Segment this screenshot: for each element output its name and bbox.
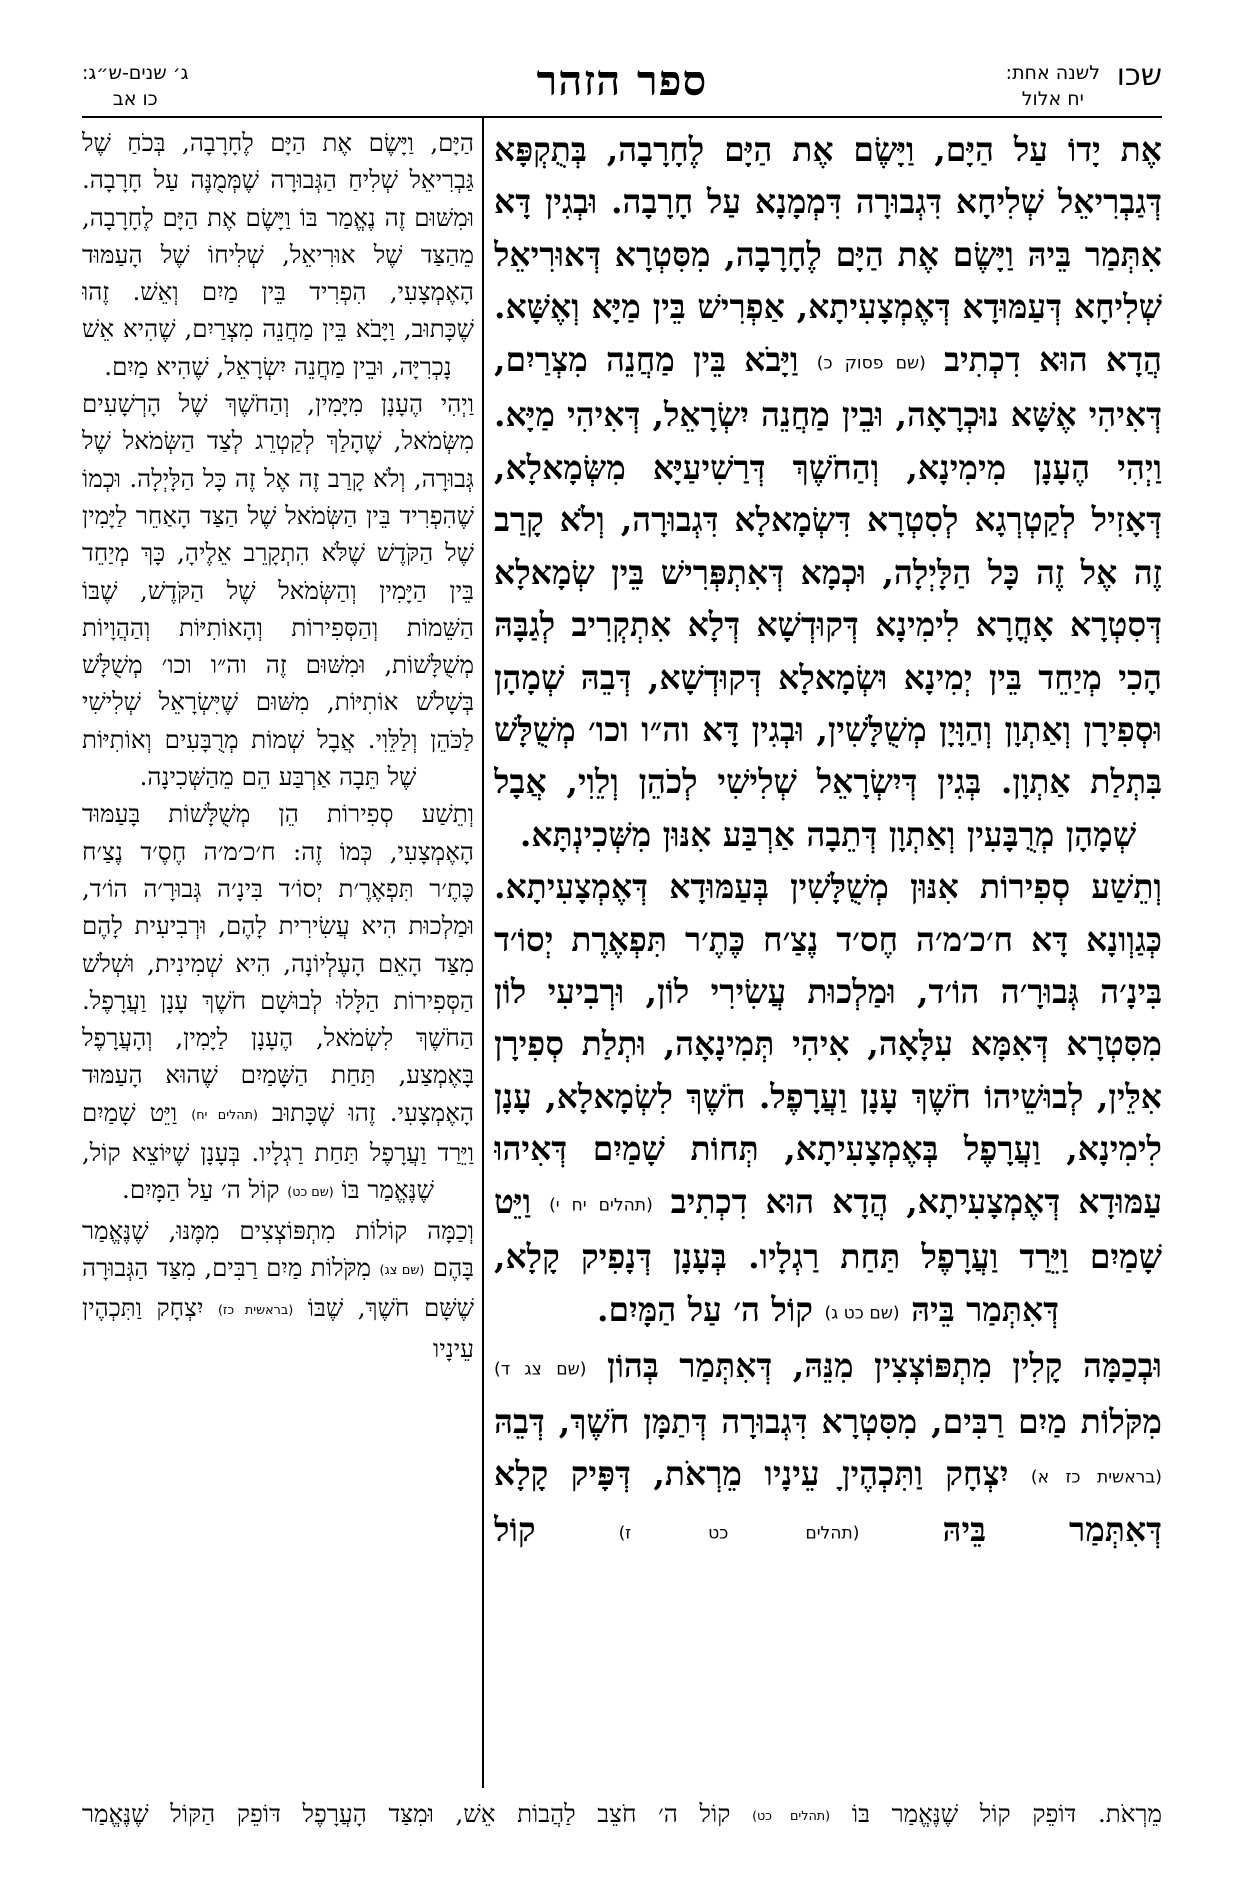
header-rule [82, 116, 1162, 118]
zohar-text: וְתֵשַׁע סְפִירוֹת אִנּוּן מְשֻׁלָּשִׁין בְּעַמּוּדָא דְּאֶמְצָעִיתָא. כְּגַוְונָא דָּא ח׳כ׳מ׳ה חֶס׳ד נֶצַ׳ח כֶּתֶ׳ר תִּפְאֶרֶת יְסוֹ׳ד בִּינָ׳ה גְּבוּרָ׳ה הוֹ׳ד, וּמַלְכוּת עֲשִׂירִי לוֹן, וּרְבִיעִי לוֹן מִסִּטְרָא דְּאִמָּא עִלָּאָה, אִיהִי תְּמִינָאָה, וּתְלַת סְפִירָן אִלֵּין, לְבוּשֵׁיהוֹ חֹשֶׁךְ עָנָן וַעֲרָפֶל. חֹשֶׁךְ לִשְׂמָאלָא, עָנָן לִימִינָא, וַעֲרָפֶל בְּאֶמְצָעִיתָא, תְּחוֹת שָׁמַיִם דְּאִיהוּ עַמּוּדָא דְּאֶמְצָעִיתָא, הֲדָא הוּא דִכְתִיב [494, 867, 1162, 1221]
commentary-text: יִצְחָק וַתִּכְהֶיןָ עֵינָיו [82, 1293, 474, 1363]
zohar-text: אֶת יָדוֹ עַל הַיָּם, וַיָּשֶׂם אֶת הַיָּם לֶחָרָבָה, בְּתֻקְפָּא דְּגַבְרִיאֵל שְׁלִיחָא דִּגְבוּרָה דִּמְמָנָא עַל חָרָבָה. וּבְגִין דָּא אִתְּמַר בֵּיהּ וַיָּשֶׂם אֶת הַיָּם לֶחָרָבָה, מִסִּטְרָא דְּאוּרִיאֵל שְׁלִיחָא דְּעַמּוּדָא דְּאֶמְצָעִיתָא, אַפְרִישׁ בֵּין מַיָּא וְאֶשָּׁא. הֲדָא הוּא דִכְתִיב [494, 130, 1162, 379]
verse-reference: (בראשית כז א) [1030, 1467, 1162, 1488]
commentary-column [82, 124, 474, 1788]
commentary-paragraph [82, 1212, 474, 1367]
zohar-text: קוֹל ה׳ עַל הַמָּיִם. [596, 1289, 813, 1329]
zohar-paragraph [494, 124, 1162, 442]
zohar-paragraph [494, 861, 1162, 1340]
verse-reference: (שם פסוק כ) [816, 353, 926, 374]
verse-reference: (שם כט) [287, 1185, 334, 1201]
verse-reference: (שם צג ד) [494, 1359, 587, 1380]
commentary-text: מֵרְאֹת. דּוֹפֵק קוֹל שֶׁנֶּאֱמַר בּוֹ [851, 1799, 1162, 1828]
verse-reference: (שם צג) [379, 1263, 425, 1279]
schedule-three-years-label: ג׳ שנים-ש״ג: [82, 62, 189, 84]
schedule-year-date: יח אלול [1021, 88, 1084, 110]
commentary-paragraph [82, 795, 474, 1211]
commentary-paragraph [82, 385, 474, 795]
schedule-three-years-date: כו אב [112, 88, 158, 110]
verse-reference: (תהלים יח) [191, 1107, 258, 1123]
verse-reference: (תהלים כט) [752, 1809, 831, 1825]
commentary-continuation-line [82, 1794, 1162, 1838]
page-number: שכו [1116, 58, 1162, 93]
zohar-text: קוֹל [494, 1509, 536, 1549]
commentary-paragraph [82, 124, 474, 385]
reading-schedule-three-years [82, 60, 189, 112]
zohar-text: וַיֵּט שָׁמַיִם וַיֵּרַד וַעֲרָפֶל תַּחַת רַגְלָיו. בְּעָנָן דְּנָפִיק קָלָא, דְּאִתְּמַר בֵּיהּ [494, 1181, 1162, 1329]
zohar-paragraph [494, 1340, 1162, 1560]
commentary-text: הַיָּם, וַיָּשֶׂם אֶת הַיָּם לֶחָרָבָה, בְּכֹחַ שֶׁל גַּבְרִיאֵל שְׁלִיחַ הַגְּבוּרָה שֶׁמְּמֻנֶּה עַל חָרָבָה. וּמִשּׁוּם זֶה נֶאֱמַר בּוֹ וַיָּשֶׂם אֶת הַיָּם לֶחָרָבָה, מֵהַצַּד שֶׁל אוּרִיאֵל, שְׁלִיחוֹ שֶׁל הָעַמּוּד הָאֶמְצָעִי, הִפְרִיד בֵּין מַיִם וְאֵשׁ. זֶהוּ שֶׁכָּתוּב, וַיָּבֹא בֵּין מַחֲנֵה מִצְרַיִם, שֶׁהִיא אֵשׁ נָכְרִיָּה, וּבֵין מַחֲנֵה יִשְׂרָאֵל, שֶׁהִיא מַיִם. [82, 128, 474, 381]
verse-reference: (בראשית כז) [217, 1303, 294, 1319]
commentary-text: וַיֵּט שָׁמַיִם וַיֵּרַד וַעֲרָפֶל תַּחַת רַגְלָיו. בְּעָנָן שֶׁיּוֹצֵא קוֹל, שֶׁנֶּאֱמַר בּוֹ [82, 1097, 474, 1205]
commentary-text: וְכַמָּה קוֹלוֹת מִתְפּוֹצְצִים מִמֶּנּוּ, שֶׁנֶּאֱמַר בָּהֶם [82, 1215, 474, 1283]
zohar-text: וּבְכַמָּה קָלִין מִתְפּוֹצְצִין מִנֵּהּ, דְּאִתְּמַר בְּהוֹן [607, 1345, 1162, 1385]
page-header [82, 56, 1162, 118]
zohar-paragraph [494, 442, 1162, 861]
verse-reference: (תהלים כט ז) [618, 1523, 860, 1544]
commentary-text: וְתֵשַׁע סְפִירוֹת הֵן מְשֻׁלָּשׁוֹת בָּעַמּוּד הָאֶמְצָעִי, כְּמוֹ זֶה: ח׳כ׳מ׳ה חֶסֶ׳ד נֶצַ׳ח כֶּתֶ׳ר תִּפְאֶרֶ׳ת יְסוֹ׳ד בִּינָ׳ה גְּבוּרָ׳ה הוֹ׳ד, וּמַלְכוּת הִיא עֲשִׂירִית לָהֶם, וּרְבִיעִית לָהֶם מִצַּד הָאֵם הָעֶלְיוֹנָה, הִיא שְׁמִינִית, וּשְׁלֹשׁ הַסְּפִירוֹת הַלָּלוּ לְבוּשָׁם חֹשֶׁךְ עָנָן וַעֲרָפֶל. הַחֹשֶׁךְ לִשְׂמֹאל, הֶעָנָן לַיָּמִין, וְהָעֲרָפֶל בָּאֶמְצַע, תַּחַת הַשָּׁמַיִם שֶׁהוּא הָעַמּוּד הָאֶמְצָעִי. זֶהוּ שֶׁכָּתוּב [82, 799, 474, 1127]
zohar-text: וַיָּבֹא בֵּין מַחֲנֵה מִצְרַיִם, דְּאִיהִי אֶשָּׁא נוּכְרָאָה, וּבֵין מַחֲנֵה יִשְׂרָאֵל, דְּאִיהִי מַיָּא. [494, 339, 1162, 435]
zohar-text: וַיְהִי הֶעָנָן מִימִינָא, וְהַחֹשֶׁךְ דְּרַשִׁיעַיָּא מִשְּׂמָאלָא, דְּאָזִיל לְקַטְרְגָא לְסִטְרָא דִּשְׂמָאלָא דִּגְבוּרָה, וְלֹא קָרַב זֶה אֶל זֶה כָּל הַלָּיְלָה, וּכְמָא דְּאִתְפְּרִישׁ בֵּין שְׂמָאלָא דְּסִטְרָא אָחֳרָא לִימִינָא דְּקוּדְשָׁא דְּלָא אִתְקְרִיב לְגַבָּהּ הָכִי מְיַחֵד בֵּין יְמִינָא וּשְׂמָאלָא דְּקוּדְשָׁא, דְּבֵהּ שְׁמָהָן וּסְפִירָן וְאַתְוָן וְהַוָּיָן מְשֻׁלָּשִׁין, וּבְגִין דָּא וה״ו וכו׳ מְשֻׁלָּשׁ בִּתְלַת אַתְוָן. בְּגִין דְּיִשְׂרָאֵל שְׁלִישִׁי לְכֹהֵן וְלֵוִי, אֲבָל שְׁמָהָן מְרֻבָּעִין וְאַתְוָן דְּתֵבָה אַרְבַּע אִנּוּן מִשְּׁכִינְתָּא. [494, 447, 1162, 854]
commentary-text: קוֹל ה׳ חֹצֵב לַהֲבוֹת אֵשׁ, וּמִצַּד הָעֲרָפֶל דּוֹפֵק הַקּוֹל שֶׁנֶּאֱמַר [82, 1799, 731, 1828]
zohar-text: יִצְחָק וַתִּכְהֶיןָ עֵינָיו מֵרְאֹת, דְּפָּיק קָלָא דְּאִתְּמַר בֵּיהּ [494, 1453, 1162, 1549]
zohar-text: מִקֹּלוֹת מַיִם רַבִּים, מִסִּטְרָא דִּגְבוּרָה דְּתַמָּן חֹשֶׁךְ, דְּבֵהּ [494, 1401, 1162, 1441]
schedule-year-label: לשנה אחת: [1005, 62, 1100, 84]
verse-reference: (שם כט ג) [824, 1303, 900, 1324]
verse-reference: (תהלים יח י) [549, 1195, 653, 1215]
commentary-text: וַיְהִי הֶעָנָן מִיָּמִין, וְהַחֹשֶׁךְ שֶׁל הָרְשָׁעִים מִשְּׂמֹאל, שֶׁהָלַךְ לְקַטְרֵג לְצַד הַשְּׂמֹאל שֶׁל גְּבוּרָה, וְלֹא קָרַב זֶה אֶל זֶה כָּל הַלָּיְלָה. וּכְמוֹ שֶׁהִפְרִיד בֵּין הַשְּׂמֹאל שֶׁל הַצַּד הָאַחֵר לַיָּמִין שֶׁל הַקֹּדֶשׁ שֶׁלֹּא הִתְקָרֵב אֵלֶיהָ, כָּךְ מְיַחֵד בֵּין הַיָּמִין וְהַשְּׂמֹאל שֶׁל הַקֹּדֶשׁ, שֶׁבּוֹ הַשֵּׁמוֹת וְהַסְּפִירוֹת וְהָאוֹתִיּוֹת וְהַהֲוָיוֹת מְשֻׁלָּשׁוֹת, וּמִשּׁוּם זֶה וה״ו וכו׳ מְשֻׁלָּשׁ בְּשָׁלֹשׁ אוֹתִיּוֹת, מִשּׁוּם שֶׁיִּשְׂרָאֵל שְׁלִישִׁי לַכֹּהֵן וְלַלֵּוִי. אֲבָל שְׁמוֹת מְרֻבָּעִים וְאוֹתִיּוֹת שֶׁל תֵּבָה אַרְבַּע הֵם מֵהַשְּׁכִינָה. [82, 389, 474, 792]
column-divider [482, 118, 484, 1788]
commentary-text: קוֹל ה׳ עַל הַמָּיִם. [122, 1175, 280, 1205]
continuation-paragraph [82, 1794, 1162, 1837]
zohar-text-column [494, 124, 1162, 1788]
commentary-text: מִקֹּלוֹת מַיִם רַבִּים, מִצַּד הַגְּבוּרָה שֶׁשָּׁם חֹשֶׁךְ, שֶׁבּוֹ [82, 1253, 474, 1323]
book-title: ספר הזהר [536, 56, 708, 105]
